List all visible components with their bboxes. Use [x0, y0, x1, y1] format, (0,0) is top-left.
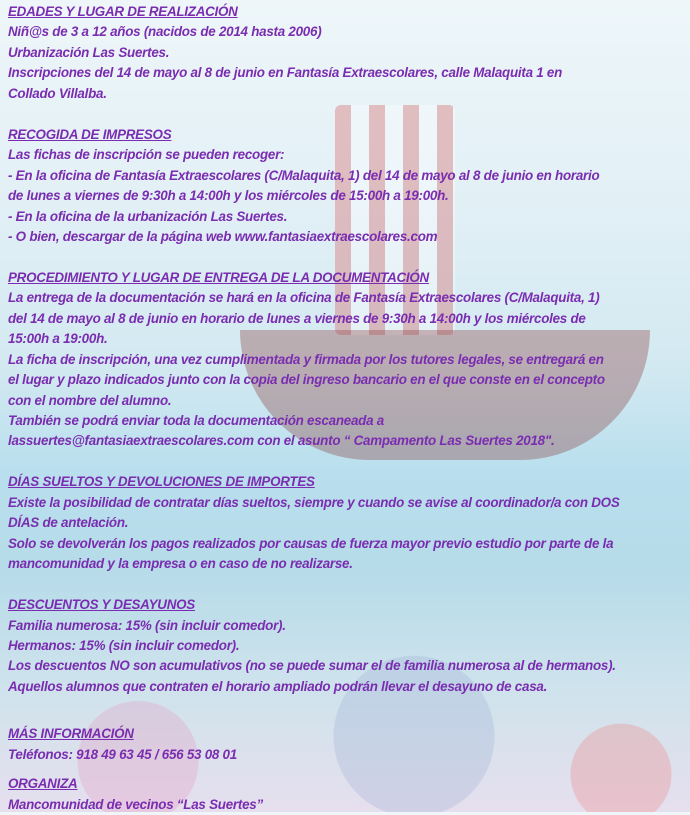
- section-text-line: Hermanos: 15% (sin incluir comedor).: [8, 637, 240, 653]
- spacer: [8, 697, 620, 724]
- section-text-line: mancomunidad y la empresa o en caso de no realizarse.: [8, 556, 353, 572]
- section-heading: ORGANIZA: [8, 776, 78, 792]
- section-text-line: 15:00h a 19:00h.: [8, 331, 108, 347]
- spacer: [8, 765, 620, 774]
- section-text-line: lassuertes@fantasiaextraescolares.com con el asunto “ Campamento Las Suertes 2018".: [8, 433, 555, 449]
- section: [8, 268, 620, 452]
- document-body: [8, 2, 620, 815]
- section: [8, 774, 620, 815]
- section-text-line: DÍAS de antelación.: [8, 515, 129, 531]
- section-heading: PROCEDIMIENTO Y LUGAR DE ENTREGA DE LA DOCUMENTACIÓN: [8, 269, 429, 285]
- section: [8, 595, 620, 697]
- section-text-line: Existe la posibilidad de contratar días sueltos, siempre y cuando se avise al coordinador/a con DOS: [8, 494, 620, 510]
- section-text-line: Inscripciones del 14 de mayo al 8 de junio en Fantasía Extraescolares, calle Malaquita 1 en: [8, 65, 563, 81]
- spacer: [8, 104, 620, 124]
- section-text-line: La ficha de inscripción, una vez cumplimentada y firmada por los tutores legales, se entregará en: [8, 351, 604, 367]
- section-text-line: Las fichas de inscripción se pueden recoger:: [8, 147, 285, 163]
- section-text-line: Solo se devolverán los pagos realizados por causas de fuerza mayor previo estudio por parte de la: [8, 535, 614, 551]
- section-heading: MÁS INFORMACIÓN: [8, 726, 134, 742]
- section-heading: RECOGIDA DE IMPRESOS: [8, 126, 172, 142]
- section-text-line: de lunes a viernes de 9:30h a 14:00h y los miércoles de 15:00h a 19:00h.: [8, 188, 449, 204]
- section-text-line: Mancomunidad de vecinos “Las Suertes”: [8, 796, 263, 812]
- section-heading: DESCUENTOS Y DESAYUNOS: [8, 597, 195, 613]
- section-text-line: Niñ@s de 3 a 12 años (nacidos de 2014 hasta 2006): [8, 24, 322, 40]
- spacer: [8, 247, 620, 267]
- section-text-line: Familia numerosa: 15% (sin incluir comedor).: [8, 617, 286, 633]
- spacer: [8, 452, 620, 472]
- section-text-line: - En la oficina de la urbanización Las Suertes.: [8, 208, 288, 224]
- section: [8, 125, 620, 248]
- section-heading: EDADES Y LUGAR DE REALIZACIÓN: [8, 4, 238, 19]
- section-text-line: También se podrá enviar toda la documentación escaneada a: [8, 413, 384, 429]
- section-heading: DÍAS SUELTOS Y DEVOLUCIONES DE IMPORTES: [8, 474, 315, 490]
- section: [8, 472, 620, 574]
- section-text-line: - O bien, descargar de la página web www.fantasiaextraescolares.com: [8, 228, 438, 244]
- section-text-line: el lugar y plazo indicados junto con la copia del ingreso bancario en el que conste en el concepto: [8, 372, 605, 388]
- spacer: [8, 575, 620, 595]
- section: [8, 2, 620, 104]
- section-text-line: La entrega de la documentación se hará en la oficina de Fantasía Extraescolares (C/Malaquita, 1): [8, 290, 600, 306]
- section: [8, 724, 620, 765]
- section-text-line: Collado Villalba.: [8, 85, 107, 101]
- section-text-line: con el nombre del alumno.: [8, 392, 172, 408]
- section-text-line: Los descuentos NO son acumulativos (no se puede sumar el de familia numerosa al de hermanos).: [8, 658, 616, 674]
- section-text-line: del 14 de mayo al 8 de junio en horario de lunes a viernes de 9:30h a 14:00h y los miércoles de: [8, 310, 586, 326]
- section-text-line: - En la oficina de Fantasía Extraescolares (C/Malaquita, 1) del 14 de mayo al 8 de junio en horario: [8, 167, 600, 183]
- section-text-line: Teléfonos: 918 49 63 45 / 656 53 08 01: [8, 746, 237, 762]
- section-text-line: Urbanización Las Suertes.: [8, 44, 170, 60]
- section-text-line: Aquellos alumnos que contraten el horario ampliado podrán llevar el desayuno de casa.: [8, 678, 548, 694]
